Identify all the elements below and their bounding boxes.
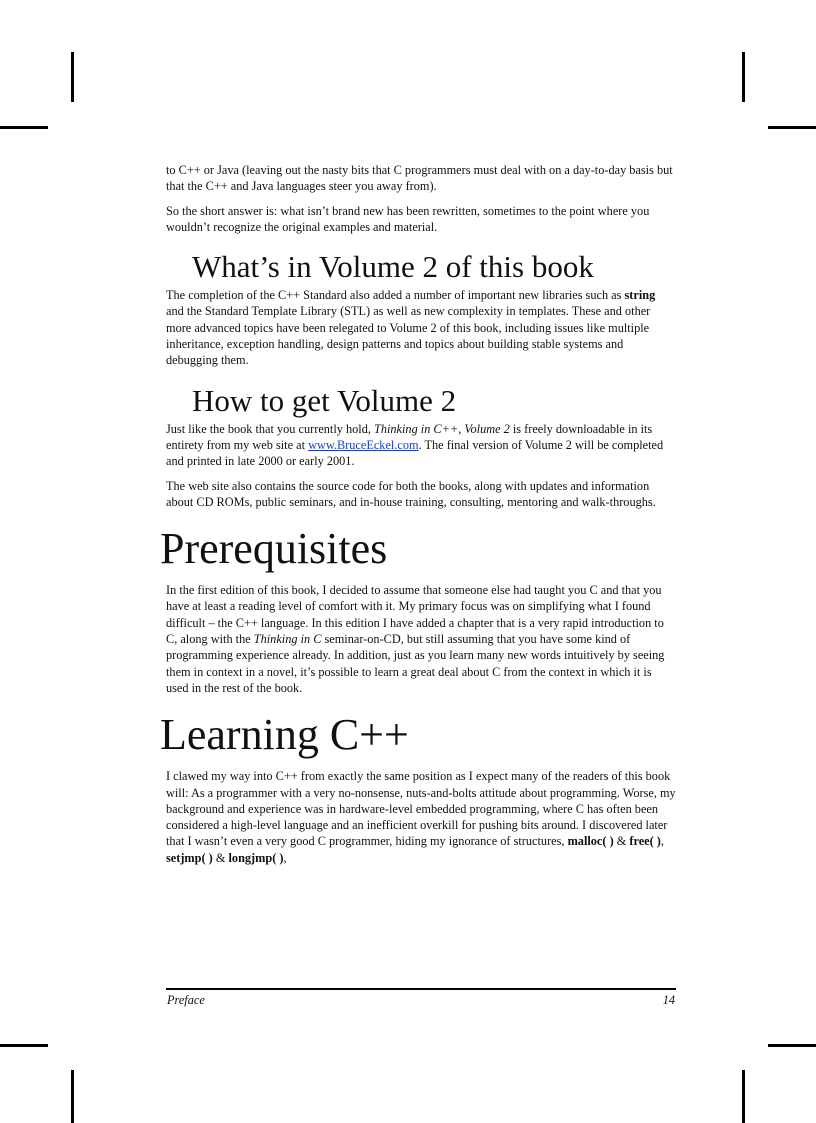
paragraph-web-site: The web site also contains the source code for both the books, along with updates and information about CD ROMs, public seminars, and in-house training, consulting, mentoring and walk-throughs.	[166, 478, 656, 509]
crop-mark-top-left-vertical	[71, 52, 74, 102]
paragraph-download-volume-2: Just like the book that you currently hold, Thinking in C++, Volume 2 is freely downloadable in its entirety from my web site at www.BruceEckel.com. The final version of Volume 2 will be completed and printed in late 2000 or early 2001.	[166, 421, 664, 469]
paragraph-continuation: to C++ or Java (leaving out the nasty bits that C programmers must deal with on a day-to-day basis but that the C++ and Java languages steer you away from).	[166, 163, 673, 194]
page-content	[160, 162, 676, 874]
heading-prerequisites: Prerequisites	[160, 524, 388, 574]
code-longjmp: longjmp( )	[228, 850, 284, 865]
code-free: free( )	[629, 834, 661, 849]
heading-learning-cpp: Learning C++	[160, 710, 409, 760]
crop-mark-top-right-vertical	[742, 52, 745, 102]
footer-rule	[166, 988, 676, 990]
code-string: string	[624, 288, 656, 303]
heading-whats-in-volume-2: What’s in Volume 2 of this book	[192, 249, 594, 285]
paragraph-short-answer: So the short answer is: what isn’t brand new has been rewritten, sometimes to the point where you wouldn’t recognize the original examples and material.	[166, 203, 650, 234]
thinking-in-c-italic: Thinking in C	[253, 632, 322, 647]
paragraph-prerequisites: In the first edition of this book, I decided to assume that someone else had taught you C and that you have at least a reading level of comfort with it. My primary focus was on simplifying what I found difficult – the C++ language. In this edition I have added a chapter that is a very rapid introduction to C, along with the Thinking in C seminar-on-CD, but still assuming that you have some kind of programming experience already. In addition, just as you learn many new words intuitively by seeing them in context in a novel, it’s possible to learn a great deal about C from the context in which it is used in the rest of the book.	[166, 583, 665, 695]
crop-mark-bottom-left-horizontal	[0, 1044, 48, 1047]
website-link[interactable]: www.BruceEckel.com	[308, 437, 419, 452]
crop-mark-top-left-horizontal	[0, 126, 48, 129]
heading-how-to-get-volume-2: How to get Volume 2	[192, 382, 457, 418]
footer-section-title: Preface	[167, 993, 205, 1007]
paragraph-volume-2-contents: The completion of the C++ Standard also added a number of important new libraries such as string and the Standard Template Library (STL) as well as new complexity in templates. These and other more advanced topics have been relegated to Volume 2 of this book, including issues like multiple inheritance, exception handling, design patterns and topics about building stable systems and debugging them.	[166, 288, 656, 368]
book-title-italic: Thinking in C++, Volume 2	[374, 421, 510, 436]
paragraph-learning-cpp: I clawed my way into C++ from exactly the same position as I expect many of the readers of this book will: As a programmer with a very no-nonsense, nuts-and-bolts attitude about programming. Worse, my background and experience was in hardware-level embedded programming, where C has often been considered a high-level language and an inefficient overkill for pushing bits around. I discovered later that I wasn’t even a very good C programmer, hiding my ignorance of structures, malloc( ) & free( ), setjmp( ) & longjmp( ),	[166, 769, 676, 865]
code-setjmp: setjmp( )	[166, 850, 213, 865]
crop-mark-top-right-horizontal	[768, 126, 816, 129]
crop-mark-bottom-right-vertical	[742, 1070, 745, 1123]
crop-mark-bottom-right-horizontal	[768, 1044, 816, 1047]
crop-mark-bottom-left-vertical	[71, 1070, 74, 1123]
code-malloc: malloc( )	[567, 834, 614, 849]
footer-page-number: 14	[662, 993, 675, 1007]
